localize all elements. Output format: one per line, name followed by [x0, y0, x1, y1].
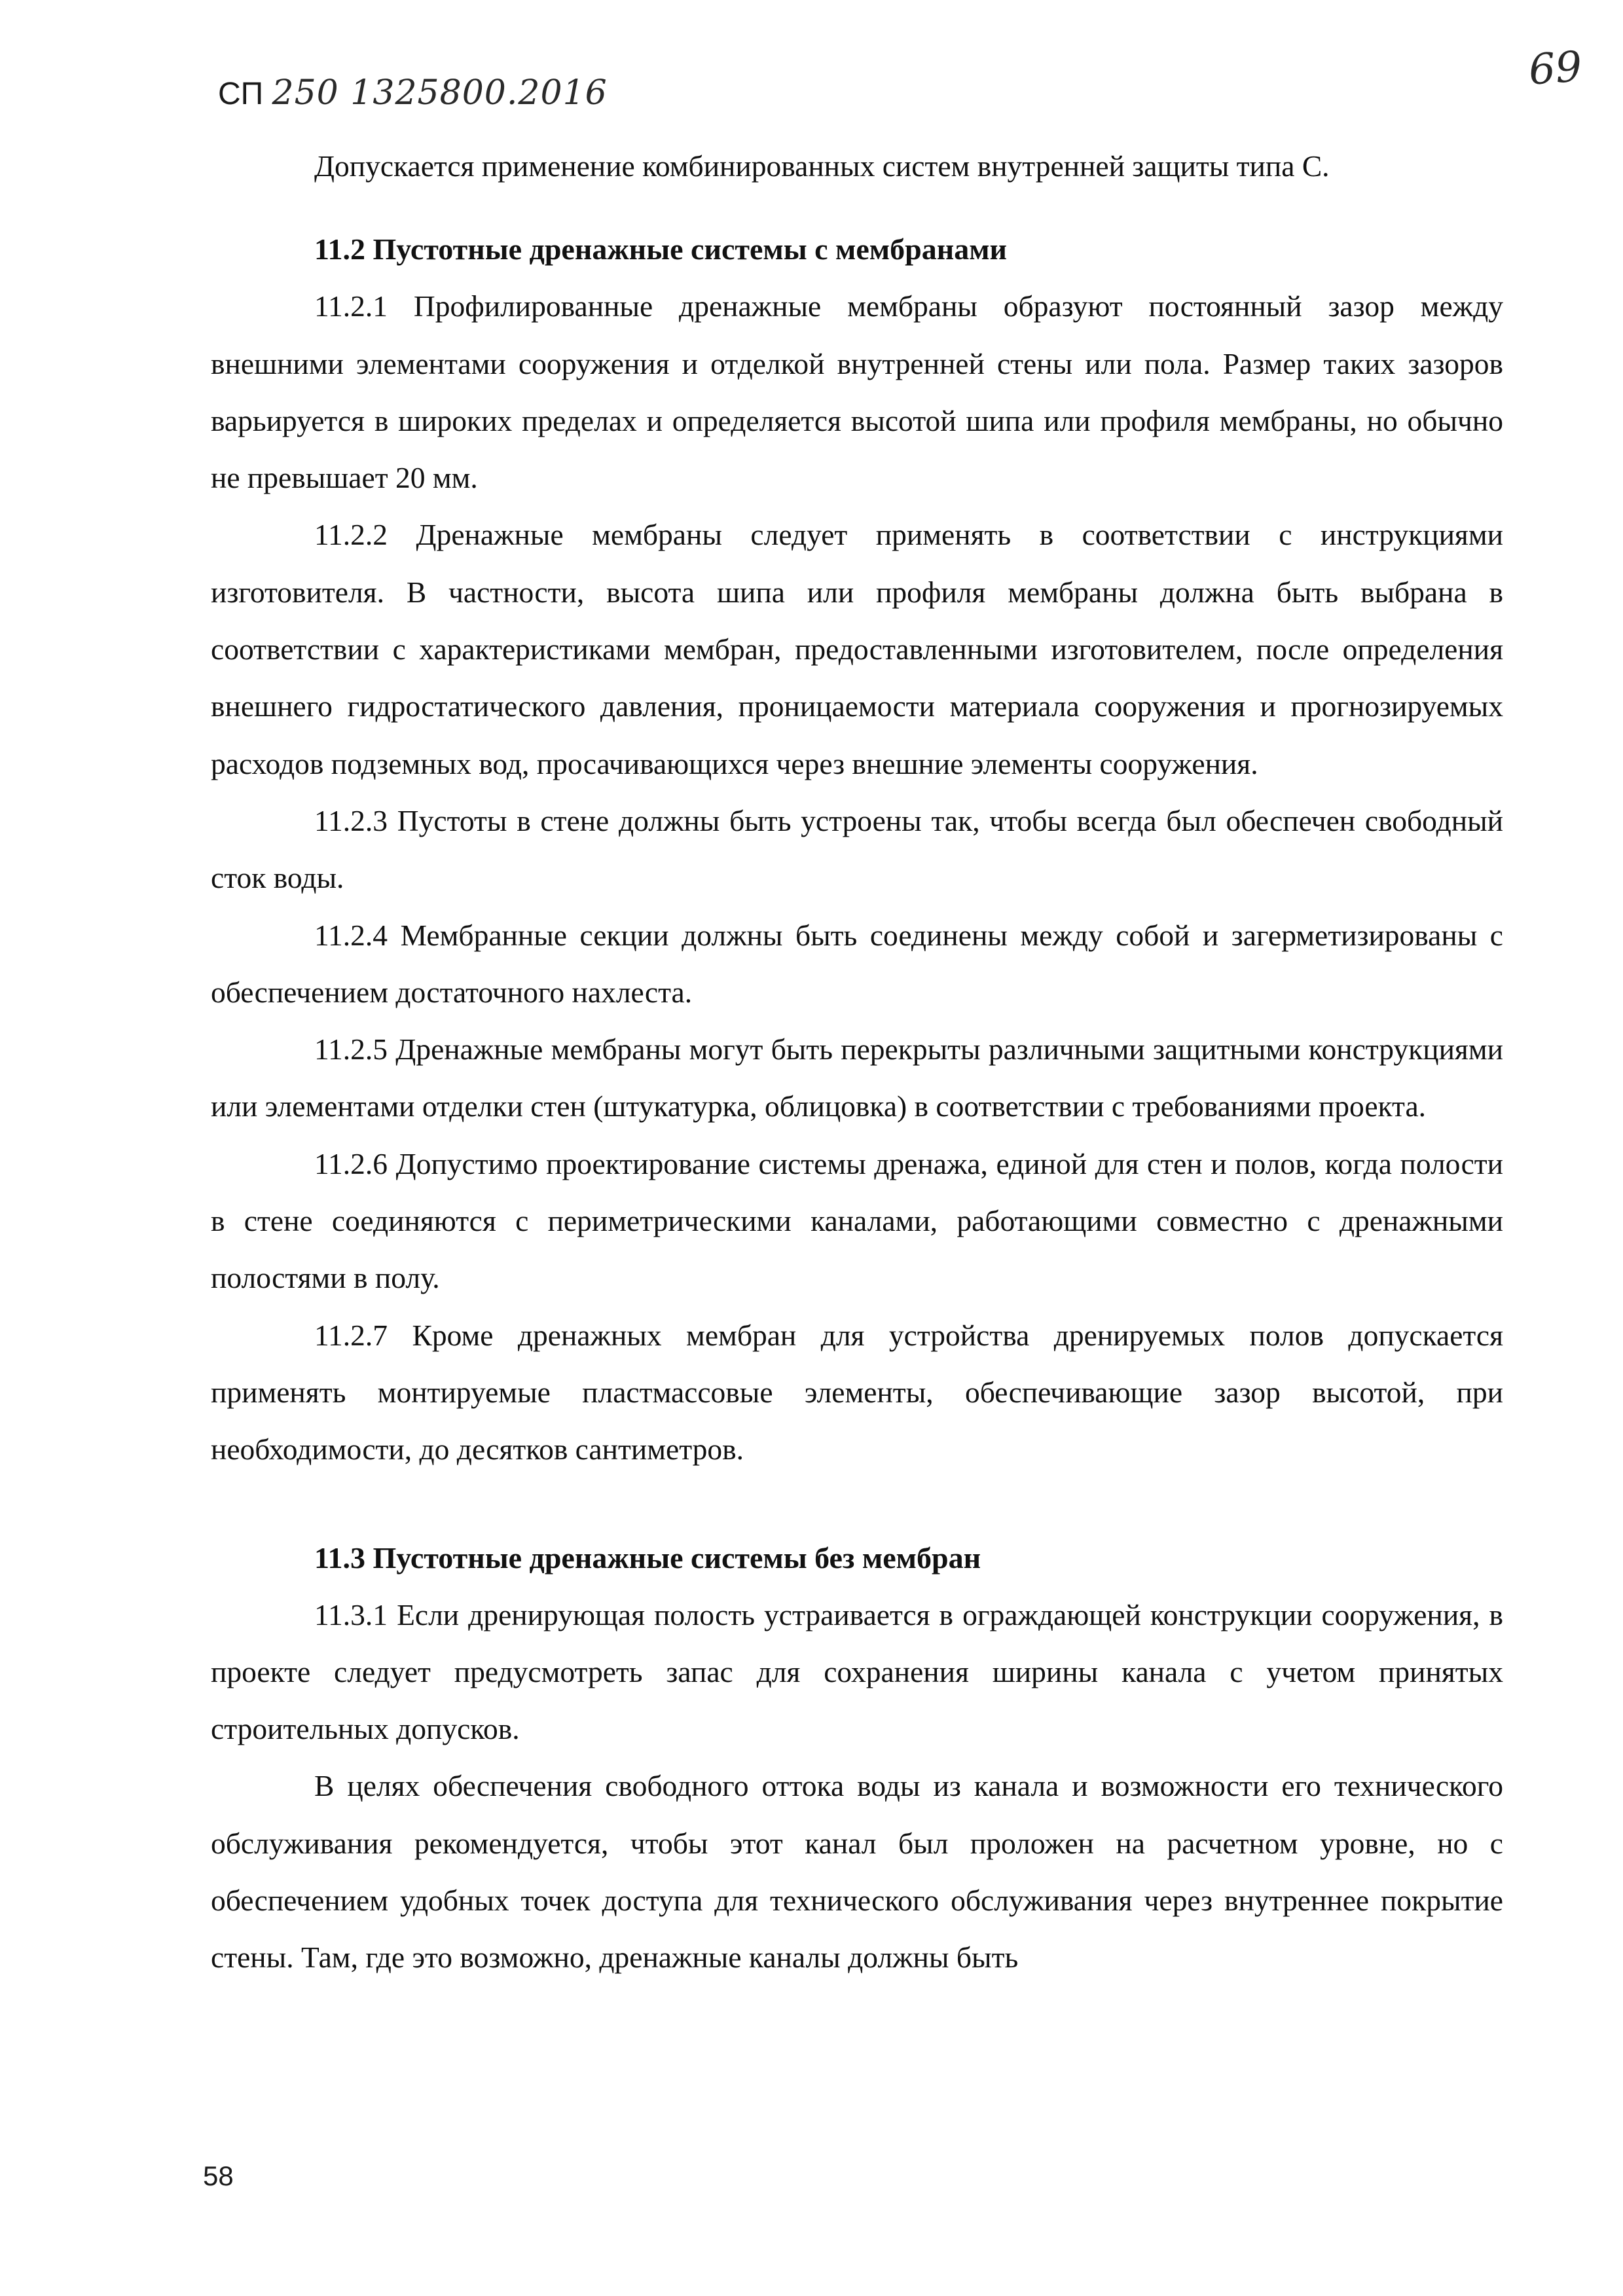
paragraph-11-3-continued: В целях обеспечения свободного оттока воды из канала и возможности его технического обслуживания рекомендуется, чтобы этот канал был проложен на расчетном уровне, но с обеспечением удобных точек доступа для технического обслуживания через внутреннее покрытие стены. Там, где это возможно, дренажные каналы должны быть	[211, 1769, 1503, 1975]
section-heading-11-2: 11.2 Пустотные дренажные системы с мембранами	[314, 232, 1008, 266]
handwritten-sheet-number: 69	[1527, 43, 1584, 95]
paragraph-11-2-6: 11.2.6 Допустимо проектирование системы дренажа, единой для стен и полов, когда полости в стене соединяются с периметрическими каналами, работающими совместно с дренажными полостями в полу.	[211, 1146, 1503, 1295]
paragraph-11-2-5: 11.2.5 Дренажные мембраны могут быть перекрыты различными защитными конструкциями или элементами отделки стен (штукатурка, облицовка) в соответствии с требованиями проекта.	[211, 1032, 1503, 1123]
paragraph-11-2-2: 11.2.2 Дренажные мембраны следует применять в соответствии с инструкциями изготовителя. В частности, высота шипа или профиля мембраны должна быть выбрана в соответствии с характеристиками мембран, предоставленными изготовителем, после определения внешнего гидростатического давления, проницаемости материала сооружения и прогнозируемых расходов подземных вод, просачивающихся через внешние элементы сооружения.	[211, 518, 1503, 780]
code-prefix: СП	[218, 77, 264, 111]
intro-paragraph: Допускается применение комбинированных систем внутренней защиты типа С.	[314, 149, 1330, 183]
document-body	[211, 137, 1503, 1986]
paragraph-11-2-4: 11.2.4 Мембранные секции должны быть соединены между собой и загерметизированы с обеспечением достаточного нахлеста.	[211, 918, 1503, 1009]
paragraph-11-2-7: 11.2.7 Кроме дренажных мембран для устройства дренируемых полов допускается применять монтируемые пластмассовые элементы, обеспечивающие зазор высотой, при необходимости, до десятков сантиметров.	[211, 1318, 1503, 1467]
paragraph-11-3-1: 11.3.1 Если дренирующая полость устраивается в ограждающей конструкции сооружения, в проекте следует предусмотреть запас для сохранения ширины канала с учетом принятых строительных допусков.	[211, 1597, 1503, 1746]
section-heading-11-3: 11.3 Пустотные дренажные системы без мембран	[314, 1540, 981, 1575]
paragraph-11-2-3: 11.2.3 Пустоты в стене должны быть устроены так, чтобы всегда был обеспечен свободный сток воды.	[211, 803, 1503, 895]
document-code	[218, 73, 608, 113]
page-number: 58	[203, 2160, 234, 2191]
handwritten-code: 250 1325800.2016	[272, 73, 608, 113]
paragraph-11-2-1: 11.2.1 Профилированные дренажные мембраны образуют постоянный зазор между внешними элементами сооружения и отделкой внутренней стены или пола. Размер таких зазоров варьируется в широких пределах и определяется высотой шипа или профиля мембраны, но обычно не превышает 20 мм.	[211, 289, 1503, 495]
